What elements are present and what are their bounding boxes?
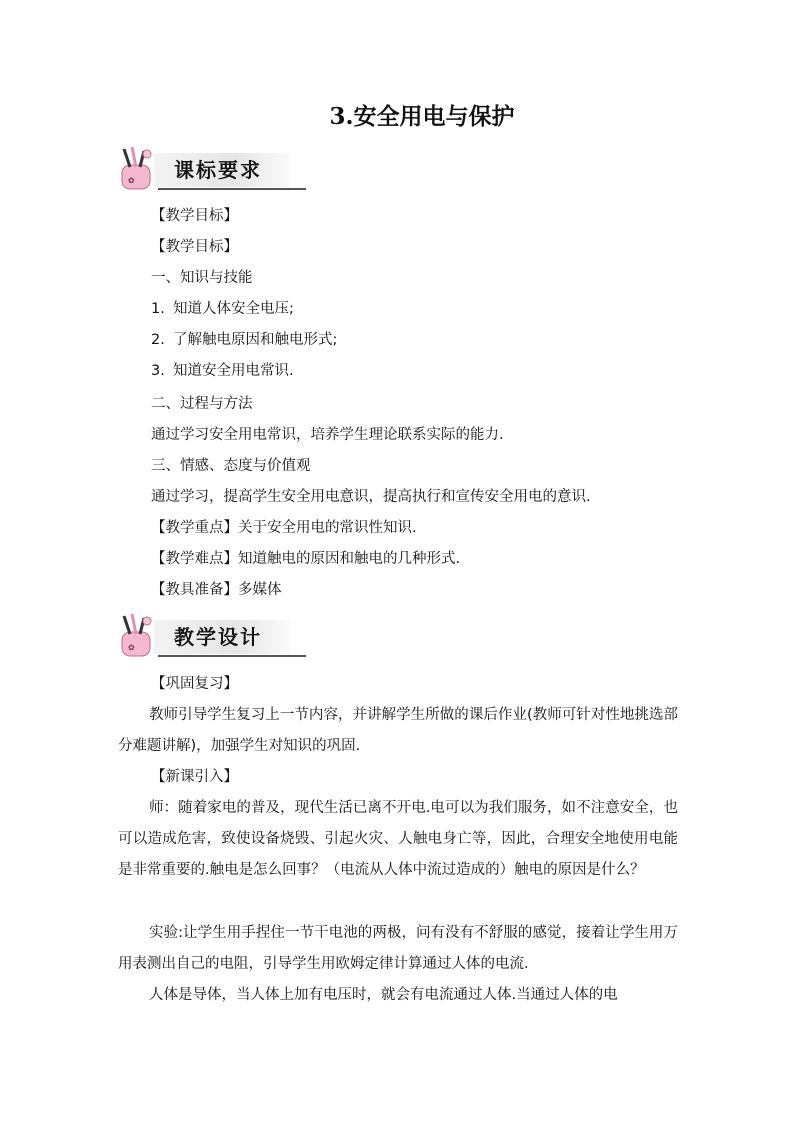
text-line: 二、过程与方法	[151, 396, 253, 412]
list-item	[151, 299, 294, 319]
list-number: 1.	[151, 301, 165, 317]
list-item	[151, 361, 294, 381]
section-label: 教学设计	[174, 625, 262, 649]
paragraph: 人体是导体，当人体上加有电压时，就会有电流通过人体.当通过人体的电	[149, 987, 618, 1003]
list-item	[151, 330, 337, 350]
section-underline	[158, 188, 306, 190]
svg-text:✿: ✿	[128, 176, 135, 185]
pencil-cup-icon	[118, 612, 164, 660]
text-line: 三、情感、态度与价值观	[151, 458, 311, 474]
text-line: 【教学难点】知道触电的原因和触电的几种形式.	[151, 551, 461, 567]
text-line: 【教具准备】多媒体	[151, 582, 282, 598]
pencil-cup-icon	[118, 145, 164, 193]
text-line: 【教学目标】	[151, 208, 238, 224]
svg-text:✿: ✿	[128, 643, 135, 652]
paragraph: 教师引导学生复习上一节内容，并讲解学生所做的课后作业(教师可针对性地挑选部分难题讲解)，加强学生对知识的巩固.	[118, 707, 678, 754]
text-line: 【巩固复习】	[151, 676, 238, 692]
section-underline	[158, 655, 306, 657]
paragraph: 师：随着家电的普及，现代生活已离不开电.电可以为我们服务，如不注意安全，也可以造成危害，致使设备烧毁、引起火灾、人触电身亡等，因此，合理安全地使用电能是非常重要的.触电是怎么回事？（电流从人体中流过造成的）触电的原因是什么？	[118, 800, 678, 878]
list-text: 知道安全用电常识.	[173, 363, 294, 379]
section-label: 课标要求	[174, 158, 262, 182]
text-line: 通过学习安全用电常识，培养学生理论联系实际的能力.	[151, 427, 504, 443]
list-text: 知道人体安全电压;	[173, 301, 294, 317]
page-title: 3.安全用电与保护	[329, 103, 515, 130]
section-header-standards	[118, 145, 303, 195]
text-line: 通过学习，提高学生安全用电意识，提高执行和宣传安全用电的意识.	[151, 489, 591, 505]
list-text: 了解触电原因和触电形式;	[173, 332, 338, 348]
list-number: 3.	[151, 363, 165, 379]
text-line: 【教学目标】	[151, 239, 238, 255]
text-line: 一、知识与技能	[151, 270, 253, 286]
paragraph: 实验:让学生用手捏住一节干电池的两极，问有没有不舒服的感觉，接着让学生用万用表测出自己的电阻，引导学生用欧姆定律计算通过人体的电流.	[118, 925, 678, 972]
section-header-design	[118, 612, 303, 662]
text-line: 【教学重点】关于安全用电的常识性知识.	[151, 520, 417, 536]
list-number: 2.	[151, 332, 165, 348]
text-line: 【新课引入】	[151, 769, 238, 785]
